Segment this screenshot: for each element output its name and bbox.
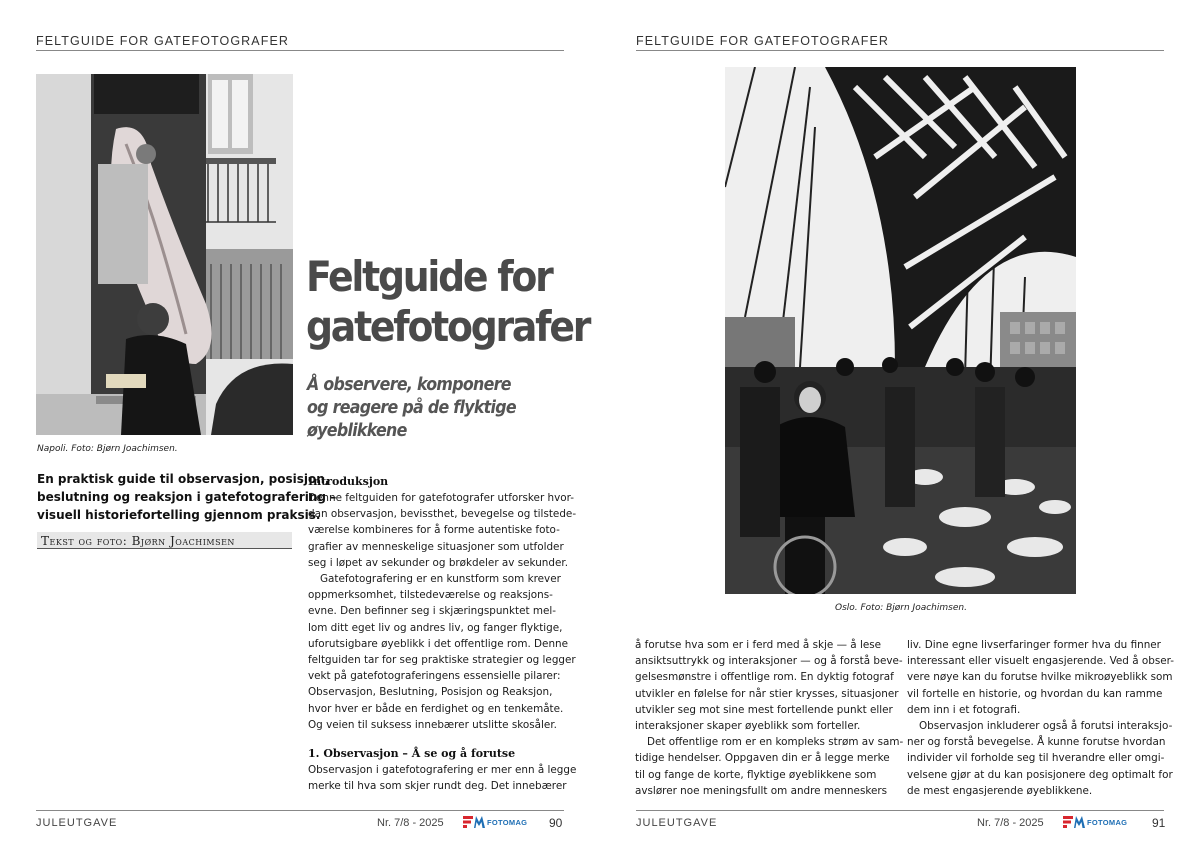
text-line: vekt på gatefotograferingens essensielle pilarer: <box>308 670 561 683</box>
author-credit: Tekst og foto: Bjørn Joachimsen <box>37 532 292 549</box>
photo-caption: Napoli. Foto: Bjørn Joachimsen. <box>37 444 178 454</box>
text-line: Gatefotografering er en kunstform som krever <box>320 573 561 586</box>
text-line: merke til hva som skjer rundt deg. Det innebærer <box>308 780 567 793</box>
intro-paragraph-2 <box>308 571 576 733</box>
footer-edition: JULEUTGAVE <box>36 817 118 829</box>
lead-line: visuell historiefortelling gjennom praksis. <box>37 508 321 522</box>
text-line: værelse kombineres for å forme autentiske foto- <box>308 524 560 537</box>
text-line: avslører noe meningsfullt om andre menneskers <box>635 784 888 797</box>
body-column <box>308 474 577 794</box>
body-column-2 <box>907 637 1174 799</box>
text-line: Det offentlige rom er en kompleks strøm av sam- <box>647 736 904 749</box>
text-line: grafier av menneskelige situasjoner som utfolder <box>308 540 564 553</box>
title-line: Feltguide for <box>306 252 552 301</box>
text-line: liv. Dine egne livserfaringer former hva du finner <box>907 639 1161 651</box>
subtitle-line: og reagere på de flyktige <box>307 397 516 418</box>
oslo-photo <box>725 67 1076 594</box>
text-line: Denne feltguiden for gatefotografer utforsker hvor- <box>308 492 574 504</box>
header-rule <box>636 50 1164 51</box>
text-line: å forutse hva som er i ferd med å skje — å lese <box>635 639 882 651</box>
running-head: FELTGUIDE FOR GATEFOTOGRAFER <box>636 34 890 48</box>
lead-line: beslutning og reaksjon i gatefotografering – <box>37 490 337 504</box>
title-line: gatefotografer <box>306 302 590 351</box>
subtitle-line: øyeblikkene <box>307 420 407 441</box>
text-line: hvor hver er både en ferdighet og en tenkemåte. <box>308 702 564 715</box>
text-line: interessant eller visuelt engasjerende. Ved å obser- <box>907 655 1174 668</box>
fotomag-logo-mark <box>463 816 485 828</box>
running-head: FELTGUIDE FOR GATEFOTOGRAFER <box>36 34 290 48</box>
lead-paragraph <box>37 470 337 524</box>
footer-issue: Nr. 7/8 - 2025 <box>377 817 444 829</box>
subtitle-line: Å observere, komponere <box>307 374 511 395</box>
text-line: til og fange de korte, flyktige øyeblikkene som <box>635 768 877 781</box>
body-column-1 <box>635 637 904 799</box>
text-line: dem inn i et fotografi. <box>907 703 1021 716</box>
footer-issue: Nr. 7/8 - 2025 <box>977 817 1044 829</box>
paragraph <box>907 718 1173 799</box>
text-line: utvikler en følelse for når stier krysses, situasjoner <box>635 687 899 700</box>
logo-text: FOTOMAG <box>487 817 528 827</box>
header-rule <box>36 50 564 51</box>
text-line: Observasjon i gatefotografering er mer enn å legge <box>308 764 577 777</box>
section-paragraph <box>308 762 577 794</box>
intro-paragraph-1 <box>308 490 577 571</box>
intro-heading: Introduksjon <box>308 475 389 488</box>
footer-edition: JULEUTGAVE <box>636 817 718 829</box>
fotomag-logo-mark <box>1063 816 1085 828</box>
paragraph <box>635 637 903 734</box>
text-line: Observasjon, Beslutning, Posisjon og Reaksjon, <box>308 686 553 699</box>
text-line: gelsesmønstre i offentlige rom. En dyktig fotograf <box>635 671 894 684</box>
article-title <box>306 252 590 352</box>
text-line: lom ditt eget liv og andres liv, og fanger flyktige, <box>308 621 563 634</box>
footer-rule <box>36 810 564 811</box>
section-heading: 1. Observasjon – Å se og å forutse <box>308 747 516 761</box>
text-line: velsene gjør at du kan posisjonere deg optimalt for <box>907 768 1173 781</box>
text-line: Og veien til suksess innebærer utslitte skosåler. <box>308 718 557 731</box>
paragraph <box>907 637 1174 718</box>
footer-rule <box>636 810 1164 811</box>
text-line: de mest engasjerende øyeblikkene. <box>907 784 1093 797</box>
article-subtitle <box>307 373 545 442</box>
text-line: oppmerksomhet, tilstedeværelse og reaksjons- <box>308 589 553 602</box>
napoli-photo <box>36 74 293 435</box>
text-line: seg i løpet av sekunder og brøkdeler av sekunder. <box>308 556 569 569</box>
text-line: tidige hendelser. Oppgaven din er å legge merke <box>635 752 890 765</box>
text-line: ansiktsuttrykk og interaksjoner — og å forstå beve- <box>635 655 903 668</box>
paragraph <box>635 734 904 799</box>
logo-text: FOTOMAG <box>1087 817 1128 827</box>
photo-caption: Oslo. Foto: Bjørn Joachimsen. <box>835 603 967 613</box>
text-line: ner og forstå bevegelse. Å kunne forutse hvordan <box>907 736 1166 749</box>
text-line: interaksjoner skaper øyeblikk som forteller. <box>635 720 861 733</box>
page-number: 90 <box>549 816 563 830</box>
page-number: 91 <box>1152 816 1166 830</box>
fotomag-logo <box>463 815 527 829</box>
text-line: vere nøye kan du forutse hvilke mikroøyeblikk som <box>907 671 1173 684</box>
text-line: individer vil forholde seg til hverandre eller omgi- <box>907 752 1165 765</box>
lead-line: En praktisk guide til observasjon, posisjon, <box>37 472 330 486</box>
fotomag-logo <box>1063 815 1127 829</box>
text-line: vil fortelle en historie, og hvordan du kan ramme <box>907 687 1163 700</box>
text-line: dan observasjon, bevissthet, bevegelse og tilstede- <box>308 508 577 521</box>
text-line: feltguiden tar for seg praktiske strategier og legger <box>308 654 576 667</box>
right-page <box>600 0 1200 849</box>
text-line: uforutsigbare øyeblikk i det offentlige rom. Denne <box>308 637 569 650</box>
text-line: utvikler seg mot sine mest fortellende punkt eller <box>635 703 893 716</box>
text-line: evne. Den befinner seg i skjæringspunktet mel- <box>308 605 557 618</box>
text-line: Observasjon inkluderer også å forutsi interaksjo- <box>919 720 1173 733</box>
